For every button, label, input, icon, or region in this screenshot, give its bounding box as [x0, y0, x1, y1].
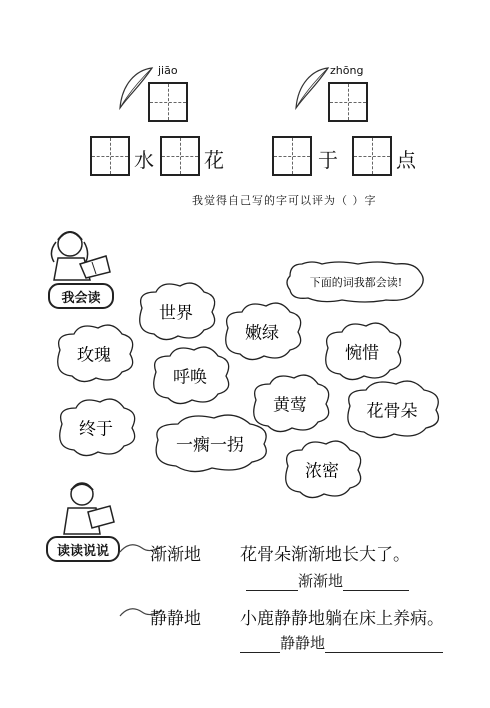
word-text: 惋惜: [345, 343, 379, 364]
fill-word: 静静地: [280, 634, 326, 652]
fill-line: [246, 570, 409, 591]
word-text: 玫瑰: [77, 345, 111, 366]
speaking-label-badge: [46, 536, 120, 562]
word-cloud: [226, 303, 301, 359]
speaking-sentence: 花骨朵渐渐地长大了。: [240, 545, 410, 565]
speaking-sentence: 小鹿静静地躺在床上养病。: [240, 609, 444, 629]
word-cloud: [140, 283, 215, 339]
speaking-label: 读读说说: [56, 543, 109, 559]
blank-field[interactable]: [246, 572, 298, 591]
blank-field[interactable]: [343, 572, 409, 591]
word-text: 终于: [79, 419, 113, 440]
word-cloud: [254, 375, 329, 431]
given-char: 花: [204, 148, 224, 172]
word-text: 一瘸一拐: [176, 435, 244, 456]
given-char: 于: [318, 148, 338, 172]
speaking-word: 静静地: [150, 609, 201, 629]
word-text: 花骨朵: [366, 401, 418, 422]
blank-field[interactable]: [325, 634, 443, 653]
word-cloud: [348, 381, 439, 437]
pinyin-jiao: jiāo: [158, 64, 178, 77]
reading-label: 我会读: [61, 290, 101, 306]
word-cloud: [154, 347, 229, 403]
boy-reading-icon: [52, 478, 122, 540]
word-text: 嫩绿: [245, 323, 279, 344]
word-text: 浓密: [305, 461, 339, 482]
word-cloud: [58, 325, 133, 381]
word-cloud: [326, 323, 401, 379]
given-char: 水: [134, 148, 154, 172]
speaking-word: 渐渐地: [150, 545, 201, 565]
word-cloud: [60, 399, 135, 455]
word-text: 世界: [159, 303, 193, 324]
speech-bubble-text: 下面的词我都会读!: [309, 276, 403, 289]
word-text: 黄莺: [273, 395, 307, 416]
fill-line: [240, 632, 443, 653]
fill-word: 渐渐地: [298, 572, 344, 590]
word-cloud: [156, 415, 266, 471]
word-cloud: [286, 441, 361, 497]
given-char: 点: [396, 148, 416, 172]
self-evaluation: 我觉得自己写的字可以评为（ ）字: [192, 194, 377, 207]
word-text: 呼唤: [173, 367, 207, 388]
pinyin-zhong: zhōng: [330, 64, 364, 77]
blank-field[interactable]: [240, 634, 280, 653]
